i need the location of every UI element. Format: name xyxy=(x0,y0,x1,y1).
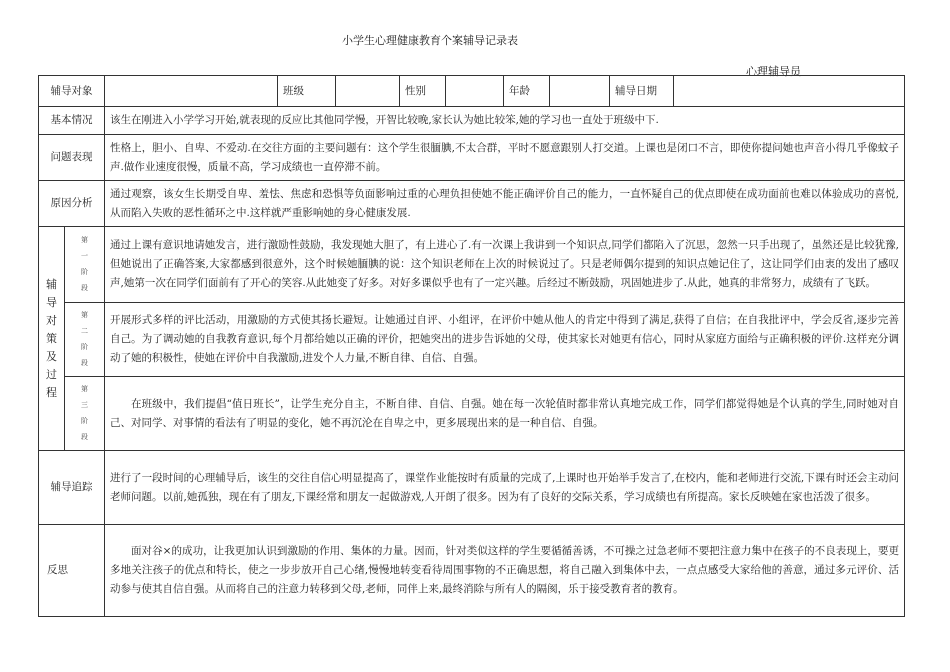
date-value[interactable] xyxy=(674,76,905,107)
stage-row-3 xyxy=(39,377,905,451)
reflection-label: 反思 xyxy=(39,525,105,617)
counselor-label: 心理辅导员 xyxy=(746,65,801,78)
gender-label: 性别 xyxy=(400,76,446,107)
record-table xyxy=(38,75,905,617)
stage-3-label-text: 第三阶段 xyxy=(81,384,88,441)
basic-label: 基本情况 xyxy=(39,107,105,135)
stage-row-1 xyxy=(39,227,905,303)
gender-value[interactable] xyxy=(446,76,504,107)
basic-text: 该生在刚进入小学学习开始,就表现的反应比其他同学慢，开智比较晚,家长认为她比较笨,她的学习也一直处于班级中下. xyxy=(105,107,905,135)
age-value[interactable] xyxy=(550,76,610,107)
stage-2-label-text: 第二阶段 xyxy=(81,310,88,367)
process-label-text: 辅导对策及过程 xyxy=(46,277,57,399)
followup-label: 辅导追踪 xyxy=(39,451,105,525)
reflection-text: 面对谷×的成功，让我更加认识到激励的作用、集体的力量。因而，针对类似这样的学生要循循善诱，不可操之过急老师不要把注意力集中在孩子的不良表现上，要更多地关注孩子的优点和特长，使之一步步放开自己心绪,慢慢地转变看待周围事物的不正确思想，将自己融入到集体中去，一点点感受大家给他的善意，通过多元评价、活动参与使其自信自强。从而将自己的注意力转移到父母,老师，同伴上来,最终消除与所有人的隔阂，乐于接受教育者的教育。 xyxy=(105,525,905,617)
followup-row xyxy=(39,451,905,525)
page-title: 小学生心理健康教育个案辅导记录表 xyxy=(342,34,518,47)
cause-row xyxy=(39,181,905,227)
stage-1-label-text: 第一阶段 xyxy=(81,235,88,292)
stage-2-label xyxy=(65,303,105,377)
followup-text: 进行了一段时间的心理辅导后，该生的交往自信心明显提高了，课堂作业能按时有质量的完成了,上课时也开始举手发言了,在校内，能和老师进行交流,下课有时还会主动问老师问题。以前,她孤独，现在有了朋友,下课经常和朋友一起做游戏,人开朗了很多。因为有了良好的交际关系，学习成绩也有所提高。家长反映她在家也活泼了很多。 xyxy=(105,451,905,525)
stage-3-label xyxy=(65,377,105,451)
date-label: 辅导日期 xyxy=(610,76,674,107)
reflection-row xyxy=(39,525,905,617)
class-label: 班级 xyxy=(278,76,336,107)
cause-text: 通过观察，该女生长期受自卑、羞怯、焦虑和恐惧等负面影响过重的心理负担使她不能正确评价自己的能力，一直怀疑自己的优点即使在成功面前也难以体验成功的喜悦,从而陷入失败的恶性循环之中.这样就严重影响她的身心健康发展. xyxy=(105,181,905,227)
stage-row-2 xyxy=(39,303,905,377)
class-value[interactable] xyxy=(336,76,400,107)
stage-1-text: 通过上课有意识地请她发言，进行激励性鼓励，我发现她大胆了，有上进心了.有一次课上我讲到一个知识点,同学们都陷入了沉思，忽然一只手出现了，虽然还是比较犹豫,但她说出了正确答案,大家都感到很意外，这个时候她腼腆的说：这个知识老师在上次的时候说过了。只是老师偶尔提到的知识点她记住了，这让同学们由衷的发出了感叹声,她第一次在同学们面前有了开心的笑容.从此她变了好多。对好多课似乎也有了一定兴趣。后经过不断鼓励，巩固她进步了.从此，她真的非常努力，成绩有了飞跃。 xyxy=(105,227,905,303)
stage-3-text: 在班级中，我们提倡“值日班长”，让学生充分自主，不断自律、自信、自强。她在每一次轮值时都非常认真地完成工作，同学们都觉得她是个认真的学生,同时她对自己、对同学、对事情的看法有了明显的变化，她不再沉沦在自卑之中，更多展现出来的是一种自信、自强。 xyxy=(105,377,905,451)
cause-label: 原因分析 xyxy=(39,181,105,227)
process-label xyxy=(39,227,65,451)
problem-label: 问题表现 xyxy=(39,135,105,181)
info-row xyxy=(39,76,905,107)
problem-text: 性格上，胆小、自卑、不爱动.在交往方面的主要问题有：这个学生很腼腆,不太合群，平时不愿意跟别人打交道。上课也是闭口不言，即使你提问她也声音小得几乎像蚊子声.做作业速度很慢，质量不高，学习成绩也一直停滞不前。 xyxy=(105,135,905,181)
problem-row xyxy=(39,135,905,181)
age-label: 年龄 xyxy=(504,76,550,107)
stage-1-label xyxy=(65,227,105,303)
target-value[interactable] xyxy=(105,76,278,107)
stage-2-text: 开展形式多样的评比活动，用激励的方式使其扬长避短。让她通过自评、小组评，在评价中她从他人的肯定中得到了满足,获得了自信；在自我批评中，学会反省,逐步完善自己。为了调动她的自我教育意识,每个月都给她以正确的评价，把她突出的进步告诉她的父母，使其家长对她更有信心，同时从家庭方面给与正确积极的评价.这样充分调动了她的积极性，使她在评价中自我激励,进发个人力量,不断自律、自信、自强。 xyxy=(105,303,905,377)
basic-row xyxy=(39,107,905,135)
target-label: 辅导对象 xyxy=(39,76,105,107)
